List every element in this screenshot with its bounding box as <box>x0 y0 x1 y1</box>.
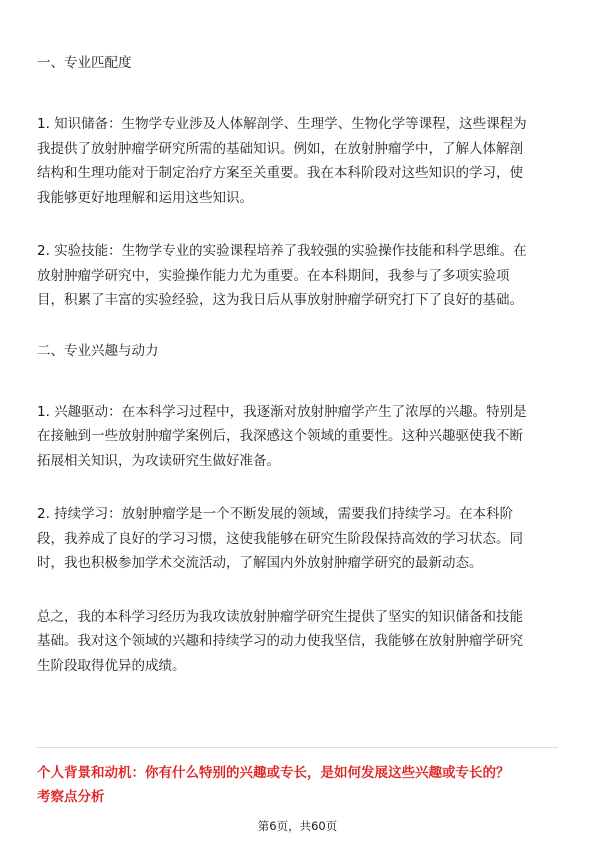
paragraph-line: 1. 知识储备：生物学专业涉及人体解剖学、生理学、生物化学等课程，这些课程为 <box>37 116 527 132</box>
paragraph-knowledge <box>37 112 561 210</box>
paragraph-line: 2. 实验技能：生物学专业的实验课程培养了我较强的实验操作技能和科学思维。在 <box>37 243 527 259</box>
paragraph-line: 2. 持续学习：放射肿瘤学是一个不断发展的领域，需要我们持续学习。在本科阶 <box>37 506 514 522</box>
paragraph-line: 我能够更好地理解和运用这些知识。 <box>37 189 253 206</box>
section-heading-2: 二、专业兴趣与动力 <box>37 342 159 359</box>
paragraph-line: 结构和生理功能对于制定治疗方案至关重要。我在本科阶段对这些知识的学习，使 <box>37 165 523 181</box>
paragraph-line: 拓展相关知识，为攻读研究生做好准备。 <box>37 452 280 469</box>
section-divider <box>37 747 558 748</box>
paragraph-line: 目，积累了丰富的实验经验，这为我日后从事放射肿瘤学研究打下了良好的基础。 <box>37 292 523 308</box>
paragraph-line: 放射肿瘤学研究中，实验操作能力尤为重要。在本科期间，我参与了多项实验项 <box>37 267 510 284</box>
paragraph-skills <box>37 239 561 313</box>
page-number: 第6页，共60页 <box>257 819 338 833</box>
question-block <box>37 761 567 809</box>
paragraph-line: 段，我养成了良好的学习习惯，这使我能够在研究生阶段保持高效的学习状态。同 <box>37 530 523 547</box>
paragraph-line: 基础。我对这个领域的兴趣和持续学习的动力使我坚信，我能够在放射肿瘤学研究 <box>37 633 523 649</box>
paragraph-interest <box>37 400 561 474</box>
question-title: 个人背景和动机：你有什么特别的兴趣或专长，是如何发展这些兴趣或专长的？ <box>37 765 510 781</box>
paragraph-line: 我提供了放射肿瘤学研究所需的基础知识。例如，在放射肿瘤学中，了解人体解剖 <box>37 140 523 157</box>
document-body <box>37 54 561 707</box>
paragraph-learning <box>37 502 561 576</box>
paragraph-line: 在接触到一些放射肿瘤学案例后，我深感这个领域的重要性。这种兴趣驱使我不断 <box>37 428 523 444</box>
paragraph-line: 1. 兴趣驱动：在本科学习过程中，我逐渐对放射肿瘤学产生了浓厚的兴趣。特别是 <box>37 403 527 420</box>
paragraph-summary <box>37 605 561 679</box>
paragraph-line: 总之，我的本科学习经历为我攻读放射肿瘤学研究生提供了坚实的知识储备和技能 <box>37 608 523 625</box>
section-heading-1: 一、专业匹配度 <box>37 55 132 71</box>
analysis-heading: 考察点分析 <box>37 789 105 805</box>
paragraph-line: 时，我也积极参加学术交流活动，了解国内外放射肿瘤学研究的最新动态。 <box>37 555 483 571</box>
paragraph-line: 生阶段取得优异的成绩。 <box>37 657 186 674</box>
